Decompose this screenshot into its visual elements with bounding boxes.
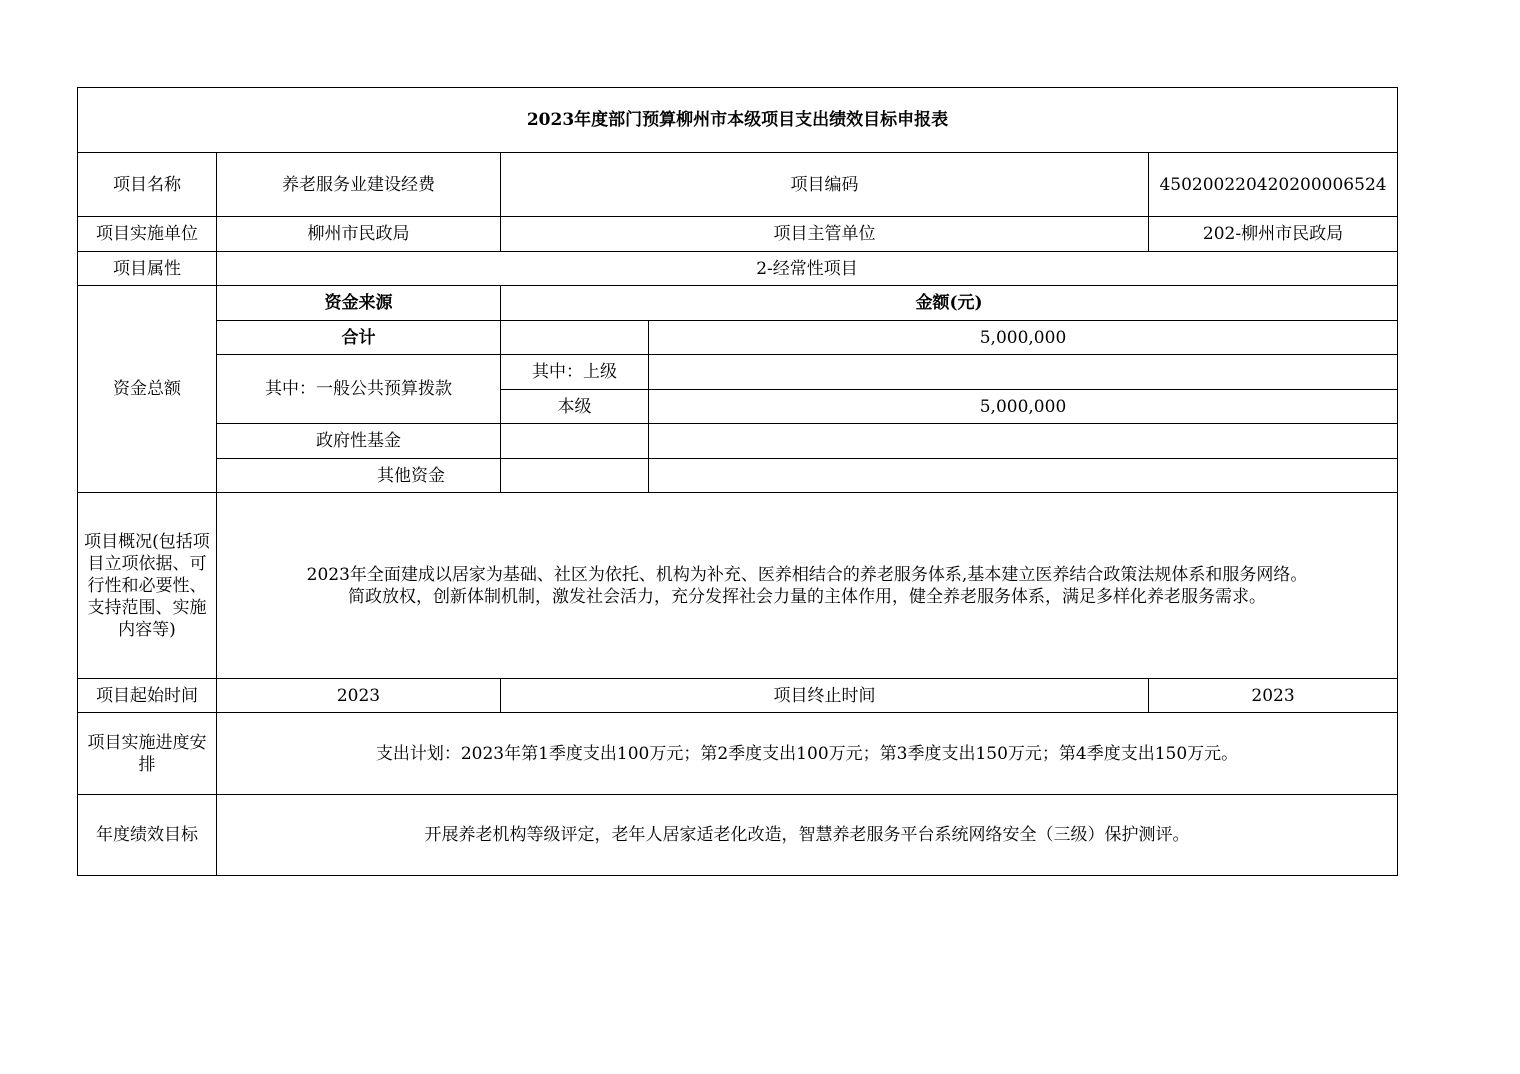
- project-name-row: [78, 153, 1398, 217]
- goal-row: [78, 795, 1398, 876]
- project-name-value: 养老服务业建设经费: [217, 153, 501, 217]
- overview-line-1: 2023年全面建成以居家为基础、社区为依托、机构为补充、医养相结合的养老服务体系,基本建立医养结合政策法规体系和服务网络。: [306, 564, 1308, 585]
- funds-source-header: 资金来源: [217, 286, 501, 321]
- funds-upper-row: [78, 355, 1398, 390]
- funds-local-label: 本级: [501, 390, 649, 424]
- funds-gov-blank: [501, 424, 649, 459]
- title-row: [78, 88, 1398, 153]
- funds-general-budget-label: 其中：一般公共预算拨款: [217, 355, 501, 424]
- schedule-row: [78, 713, 1398, 795]
- impl-unit-value: 柳州市民政局: [217, 217, 501, 252]
- budget-form-table: [77, 87, 1398, 876]
- attribute-value: 2-经常性项目: [217, 252, 1398, 286]
- funds-other-blank: [501, 459, 649, 493]
- funds-gov-label: 政府性基金: [217, 424, 501, 459]
- funds-other-label: 其他资金: [217, 459, 501, 493]
- project-code-value: 450200220420200006524: [1149, 153, 1398, 217]
- start-time-value: 2023: [217, 679, 501, 713]
- overview-row: [78, 493, 1398, 679]
- funds-gov-amount: [649, 424, 1398, 459]
- funds-total-row: [78, 321, 1398, 355]
- funds-upper-amount: [649, 355, 1398, 390]
- funds-other-amount: [649, 459, 1398, 493]
- funds-total-amount: 5,000,000: [649, 321, 1398, 355]
- impl-unit-row: [78, 217, 1398, 252]
- project-code-label: 项目编码: [501, 153, 1149, 217]
- supervisor-value: 202-柳州市民政局: [1149, 217, 1398, 252]
- funds-local-amount: 5,000,000: [649, 390, 1398, 424]
- funds-header-row: [78, 286, 1398, 321]
- overview-line-2: 简政放权，创新体制机制，激发社会活力，充分发挥社会力量的主体作用，健全养老服务体系，满足多样化养老服务需求。: [348, 586, 1266, 607]
- impl-unit-label: 项目实施单位: [78, 217, 217, 252]
- time-row: [78, 679, 1398, 713]
- funds-label: 资金总额: [78, 286, 217, 493]
- goal-value: 开展养老机构等级评定，老年人居家适老化改造，智慧养老服务平台系统网络安全（三级）保护测评。: [217, 795, 1398, 876]
- form-title: 2023年度部门预算柳州市本级项目支出绩效目标申报表: [78, 88, 1398, 153]
- funds-total-label: 合计: [217, 321, 501, 355]
- overview-label: 项目概况(包括项目立项依据、可行性和必要性、支持范围、实施内容等): [78, 493, 217, 679]
- schedule-label: 项目实施进度安排: [78, 713, 217, 795]
- attribute-row: [78, 252, 1398, 286]
- end-time-label: 项目终止时间: [501, 679, 1149, 713]
- overview-value: [217, 493, 1398, 679]
- attribute-label: 项目属性: [78, 252, 217, 286]
- funds-amount-header: 金额(元): [501, 286, 1398, 321]
- supervisor-label: 项目主管单位: [501, 217, 1149, 252]
- schedule-value: 支出计划：2023年第1季度支出100万元；第2季度支出100万元；第3季度支出150万元；第4季度支出150万元。: [217, 713, 1398, 795]
- end-time-value: 2023: [1149, 679, 1398, 713]
- start-time-label: 项目起始时间: [78, 679, 217, 713]
- funds-upper-label: 其中：上级: [501, 355, 649, 390]
- funds-total-blank: [501, 321, 649, 355]
- project-name-label: 项目名称: [78, 153, 217, 217]
- funds-other-row: [78, 459, 1398, 493]
- funds-gov-row: [78, 424, 1398, 459]
- goal-label: 年度绩效目标: [78, 795, 217, 876]
